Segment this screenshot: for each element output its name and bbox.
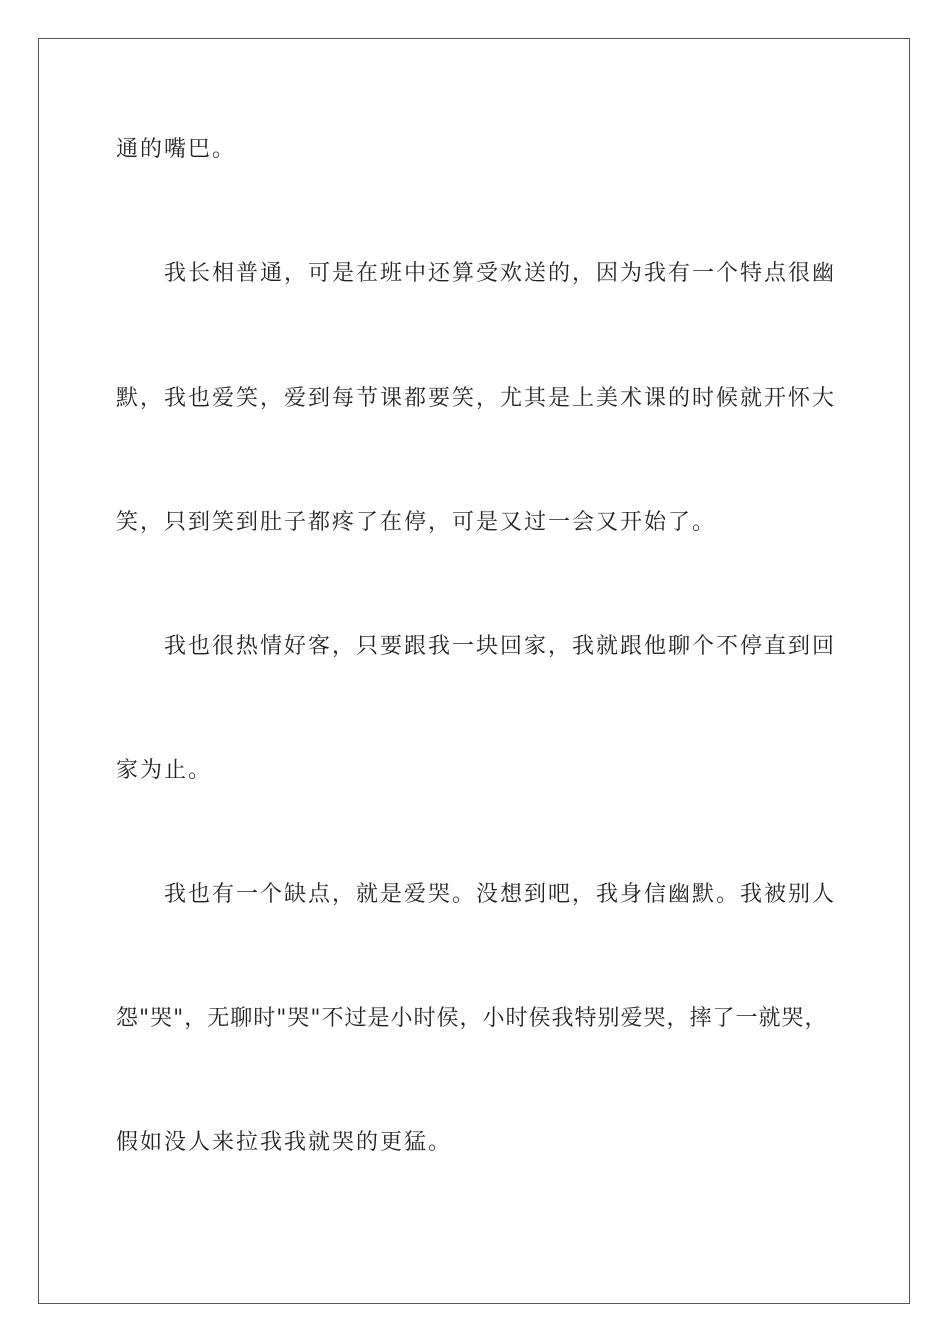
text-line: 我长相普通，可是在班中还算受欢送的，因为我有一个特点很幽 — [164, 261, 837, 286]
page-frame — [38, 38, 910, 1304]
text-line: 默，我也爱笑，爱到每节课都要笑，尤其是上美术课的时候就开怀大 — [116, 386, 837, 411]
text-line: 家为止。 — [116, 758, 213, 783]
text-line: 怨"哭"，无聊时"哭"不过是小时侯，小时侯我特别爱哭，摔了一就哭， — [116, 1006, 828, 1031]
text-line: 笑，只到笑到肚子都疼了在停，可是又过一会又开始了。 — [116, 510, 717, 535]
text-line: 我也有一个缺点，就是爱哭。没想到吧，我身信幽默。我被别人 — [164, 882, 837, 907]
text-line: 我也很热情好客，只要跟我一块回家，我就跟他聊个不停直到回 — [164, 634, 837, 659]
text-line: 通的嘴巴。 — [116, 137, 237, 162]
text-line: 假如没人来拉我我就哭的更猛。 — [116, 1130, 453, 1155]
